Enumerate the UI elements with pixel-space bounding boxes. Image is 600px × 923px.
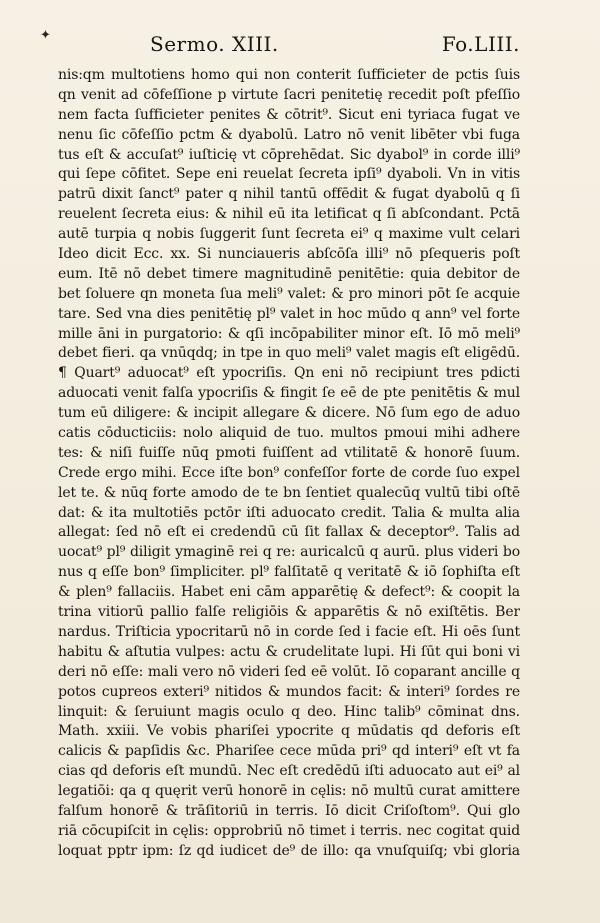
text-line: tes: & niſi fuiſſe nūq pmoti fuiſſent ad vtilitatē & honorē ſuum. <box>58 444 520 461</box>
text-line: uocat⁹ pl⁹ diligit ymaginē rei q re: auricalcū q aurū. plus videri bo <box>58 544 520 561</box>
text-line: qui ſepe cōfitet. Sepe eni reuelat ſecreta ipſi⁹ dyaboli. Vn in vitis <box>58 166 520 183</box>
text-line: potos cupreos exteri⁹ nitidos & mundos facit: & interi⁹ ſordes re <box>58 683 520 700</box>
text-line: legatiōi: qa q quęrit verū honorē in cęlis: nō multū curat amittere <box>58 783 520 800</box>
running-head: Sermo. XIII. <box>150 32 279 56</box>
text-line: tus eſt & accuſat⁹ iuſticię vt cōprehēdat. Sic dyabol⁹ in corde illi⁹ <box>58 146 520 163</box>
text-line: tare. Sed vna dies penitētię pl⁹ valet in hoc mūdo q ann⁹ vel forte <box>58 305 520 322</box>
text-line: qn venit ad cōfeſſione p virtute ſacri penitetię recedit poſt pfeſſio <box>58 86 520 103</box>
text-line: catis cōducticiis: nolo aliquid de tuo. multos pmoui mihi adhere <box>58 425 520 442</box>
text-line: Ideo dicit Ecc. xx. Si nunciaueris abſcōſa illi⁹ nō pſequeris poſt <box>58 246 520 263</box>
text-line: let te. & nūq forte amodo de te bn ſentiet qualecūq vultū tibi oſtē <box>58 484 520 501</box>
text-line: tum eū diligere: & incipit allegare & dicere. Nō ſum ego de aduo <box>58 405 520 422</box>
text-line: nis:qm multotiens homo qui non conterit ſufficieter de pctis ſuis <box>58 67 520 83</box>
text-line: aduocati venit falſa ypocriſis & fingit ſe eē de pte penitētis & mul <box>58 385 520 402</box>
text-line: cias qd deforis eſt mundū. Nec eſt credēdū iſti aduocato aut ei⁹ al <box>58 763 520 780</box>
text-line: mille āni in purgatorio: & qſi incōpabiliter minor eſt. Iō mō meli⁹ <box>58 325 520 342</box>
text-line: nem facta ſufficieter penites & cōtrit⁹. Sicut eni tyriaca fugat ve <box>58 106 520 123</box>
text-line: nenu ſic cōfeſſio pctm & dyabolū. Latro nō venit libēter vbi fuga <box>58 126 520 143</box>
text-line: habitu & aſtutia vulpes: actu & crudelitate lupi. Hi ſūt qui boni vi <box>58 643 520 660</box>
text-line: autē turpia q nobis ſuggerit ſunt ſecreta ei⁹ q maxime vult celari <box>58 226 520 243</box>
text-line: calicis & papſidis &c. Phariſee cece mūda pri⁹ qd interi⁹ eſt vt fa <box>58 743 520 760</box>
text-line: nus q eſſe bon⁹ ſimpliciter. pl⁹ falſitatē q veritatē & iō ſophiſta eſt <box>58 564 520 581</box>
text-line: bet ſoluere qn moneta ſua meli⁹ valet: & pro minori pōt ſe acquie <box>58 285 520 302</box>
body-text <box>58 66 520 862</box>
text-line: linquit: & ſeruiunt magis oculo q deo. Hinc talib⁹ cōminat dns. <box>58 703 520 720</box>
text-line: debet fieri. qa vnūqdq; in tpe in quo meli⁹ valet magis eſt eligēdū. <box>58 345 520 362</box>
text-line: dat: & ita multotiēs pctōr iſti aduocato credit. Talia & multa alia <box>58 504 520 521</box>
text-line: riā cōcupiſcit in cęlis: opprobriū nō timet i terris. nec cogitat quid <box>58 822 520 839</box>
text-line: loquat pptr ipm: ſz qd iudicet de⁹ de illo: qa vnuſquiſq; vbi gloria <box>58 842 520 859</box>
text-line: deri nō eſſe: mali vero nō videri ſed eē volūt. Iō coparant ancille q <box>58 663 520 680</box>
text-line: eum. Itē nō debet timere magnitudinē penitētie: quia debitor de <box>58 265 520 282</box>
folio-number: Fo.LIII. <box>441 32 520 56</box>
text-line: allegat: ſed nō eſt ei credendū cū ſit fallax & deceptor⁹. Talis ad <box>58 524 520 541</box>
text-line: patrū dixit ſanct⁹ pater q nihil tantū offēdit & fugat dyabolū q ſi <box>58 186 520 203</box>
text-line: trina vitiorū pallio falſe religiōis & apparētis & nō exiſtētis. Ber <box>58 604 520 621</box>
text-line: reuelent ſecreta eius: & nihil eū ita letificat q ſi abſcondant. Pctā <box>58 206 520 223</box>
text-line: Crede ergo mihi. Ecce iſte bon⁹ confeſſor forte de corde ſuo expel <box>58 464 520 481</box>
text-line: Math. xxiii. Ve vobis phariſei ypocrite q mūdatis qd deforis eſt <box>58 723 520 740</box>
text-line: & plen⁹ fallaciis. Habet eni cām apparētię & defect⁹: & coopit la <box>58 584 520 601</box>
text-line: falſum honorē & trāſitoriū in terris. Iō dicit Criſoſtom⁹. Qui glo <box>58 802 520 819</box>
text-line: ¶ Quart⁹ aduocat⁹ eſt ypocriſis. Qn eni nō recipiunt tres pdicti <box>58 365 520 382</box>
ornament-mark: ✦ <box>40 28 51 43</box>
page-header <box>150 32 520 62</box>
text-line: nardus. Triſticia ypocritarū nō in corde ſed i facie eſt. Hi oēs ſunt <box>58 623 520 640</box>
